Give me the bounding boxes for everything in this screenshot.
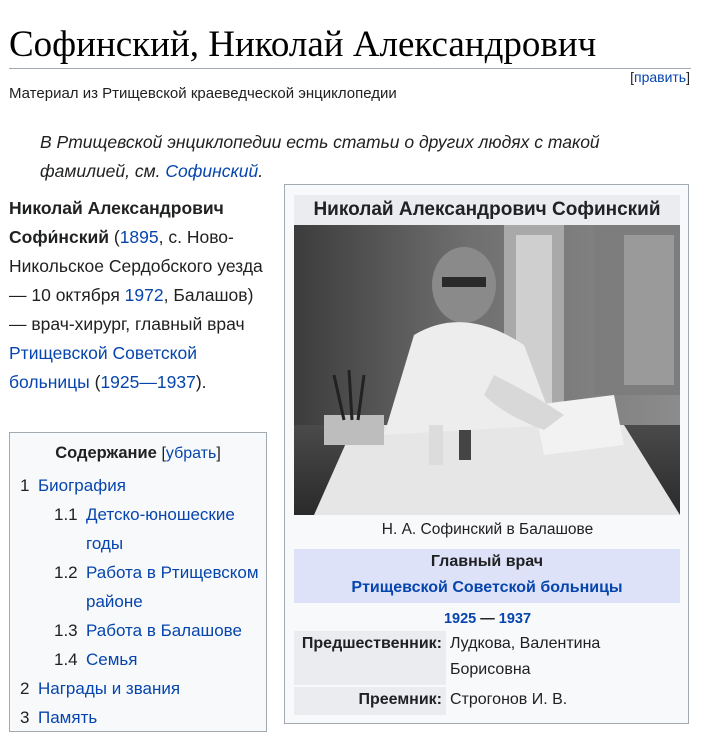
predecessor-row (294, 631, 680, 685)
predecessor-label: Предшественник: (294, 631, 446, 685)
photo-illustration (294, 225, 680, 515)
post-hospital-link[interactable]: Ртищевской Советской больницы (351, 579, 623, 596)
post-header (294, 549, 680, 603)
toc-number: 1.1 (54, 505, 78, 524)
toc-link[interactable]: Награды и звания (38, 679, 181, 698)
toc-list (10, 471, 266, 732)
successor-row (294, 687, 680, 715)
toc-number: 2 (20, 679, 30, 698)
toc-header: Содержание [убрать] (55, 444, 221, 462)
lead-text: ). (195, 372, 207, 392)
post-label: Главный врач (430, 553, 544, 570)
birth-place-text: , с. Ново-Никольское Сердобского уезда — 10 октября (9, 227, 263, 305)
toc-title: Содержание (55, 444, 157, 462)
infobox (284, 184, 689, 724)
lead-text: ( (108, 227, 120, 247)
lead-name: Николай Александрович Софи́нский (9, 198, 224, 247)
toc-link[interactable]: Работа в Балашове (86, 621, 242, 640)
birth-year-link[interactable]: 1895 (119, 227, 159, 247)
hatnote-link[interactable]: Софинский (165, 161, 259, 181)
hospital-link[interactable]: Ртищевской Советской больницы (9, 343, 198, 392)
hatnote-end: . (258, 161, 264, 181)
toc-item[interactable] (10, 471, 266, 500)
edit-section: [править] (630, 69, 690, 85)
toc-number: 1.4 (54, 650, 78, 669)
year-dash: — (476, 611, 499, 627)
hatnote (40, 128, 640, 186)
term-years (285, 609, 690, 629)
portrait-photo[interactable] (294, 225, 680, 515)
toc-hide-link[interactable]: убрать (165, 445, 217, 462)
toc-item[interactable] (10, 703, 266, 732)
successor-label: Преемник: (294, 687, 446, 715)
title-divider (9, 68, 691, 69)
toc-link[interactable]: Семья (86, 650, 138, 669)
toc-item[interactable] (10, 674, 266, 703)
lead-text: , Балашов) — врач-хирург, главный врач (9, 285, 254, 334)
toc-link[interactable]: Память (38, 708, 98, 727)
toc-item[interactable] (10, 645, 266, 674)
toc-number: 1 (20, 476, 30, 495)
year-from-link[interactable]: 1925 (443, 611, 477, 627)
toc-link[interactable]: Биография (38, 476, 126, 495)
successor-value: Строгонов И. В. (450, 691, 568, 708)
year-to-link[interactable]: 1937 (498, 611, 532, 627)
toc-number: 1.3 (54, 621, 78, 640)
toc-number: 1.2 (54, 563, 78, 582)
death-year-link[interactable]: 1972 (124, 285, 164, 305)
toc-number: 3 (20, 708, 30, 727)
toc-item[interactable] (10, 558, 266, 616)
photo-caption: Н. А. Софинский в Балашове (381, 521, 594, 538)
toc-item[interactable] (10, 616, 266, 645)
predecessor-value: Лудкова, Валентина Борисовна (450, 635, 601, 678)
toc-item[interactable] (10, 500, 266, 558)
table-of-contents (9, 432, 267, 732)
lead-text: ( (89, 372, 101, 392)
lead-paragraph (9, 194, 271, 397)
toc-link[interactable]: Детско-юношеские годы (86, 505, 235, 553)
infobox-title: Николай Александрович Софинский (294, 195, 680, 225)
toc-link[interactable]: Работа в Ртищевском районе (86, 563, 259, 611)
edit-link[interactable]: править (633, 69, 687, 85)
hatnote-text: В Ртищевской энциклопедии есть статьи о других людях с такой фамилией, см. (40, 132, 600, 181)
site-subtitle: Материал из Ртищевской краеведческой энциклопедии (9, 85, 397, 102)
years-link[interactable]: 1925—1937 (100, 372, 196, 392)
page-title: Софинский, Николай Александрович (9, 24, 597, 65)
